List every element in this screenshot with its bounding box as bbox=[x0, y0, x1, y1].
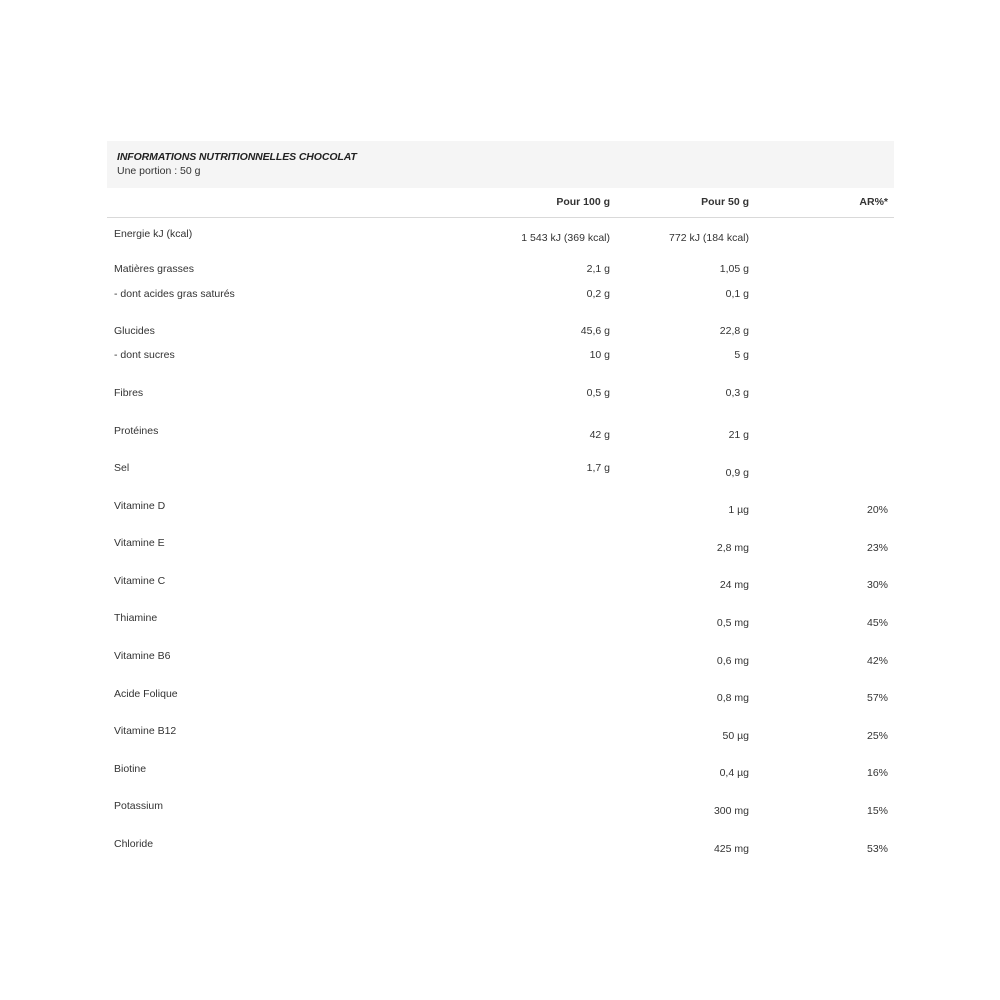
nutrient-name: Energie kJ (kcal) bbox=[114, 228, 193, 240]
reference-intake-percent: 53% bbox=[866, 843, 888, 855]
value-per-50g: 0,6 mg bbox=[716, 655, 749, 667]
value-per-100g: 1 543 kJ (369 kcal) bbox=[521, 232, 610, 244]
nutrient-name: Protéines bbox=[114, 425, 159, 437]
reference-intake-percent: 45% bbox=[866, 617, 888, 629]
table-row bbox=[107, 688, 894, 708]
table-row bbox=[107, 228, 894, 248]
value-per-50g: 0,1 g bbox=[725, 288, 749, 300]
nutrient-name: - dont sucres bbox=[114, 349, 175, 361]
table-row bbox=[107, 288, 894, 308]
value-per-50g: 0,5 mg bbox=[716, 617, 749, 629]
value-per-50g: 1,05 g bbox=[719, 263, 749, 275]
table-row bbox=[107, 612, 894, 632]
value-per-100g: 0,5 g bbox=[586, 387, 610, 399]
table-row bbox=[107, 537, 894, 557]
table-row bbox=[107, 500, 894, 520]
value-per-100g: 1,7 g bbox=[586, 462, 610, 474]
value-per-50g: 22,8 g bbox=[719, 325, 749, 337]
value-per-50g: 5 g bbox=[734, 349, 749, 361]
nutrient-name: Fibres bbox=[114, 387, 144, 399]
column-header-per-50g: Pour 50 g bbox=[701, 196, 749, 208]
reference-intake-percent: 25% bbox=[866, 730, 888, 742]
table-row bbox=[107, 263, 894, 283]
reference-intake-percent: 15% bbox=[866, 805, 888, 817]
table-row bbox=[107, 650, 894, 670]
value-per-50g: 1 µg bbox=[728, 504, 749, 516]
portion-size: Une portion : 50 g bbox=[117, 165, 201, 177]
nutrient-name: Glucides bbox=[114, 325, 155, 337]
reference-intake-percent: 16% bbox=[866, 767, 888, 779]
value-per-50g: 772 kJ (184 kcal) bbox=[669, 232, 749, 244]
table-title: INFORMATIONS NUTRITIONNELLES CHOCOLAT bbox=[117, 151, 357, 163]
reference-intake-percent: 20% bbox=[866, 504, 888, 516]
nutrient-name: Biotine bbox=[114, 763, 147, 775]
nutrient-name: - dont acides gras saturés bbox=[114, 288, 235, 300]
nutrient-name: Chloride bbox=[114, 838, 154, 850]
value-per-50g: 21 g bbox=[728, 429, 749, 441]
nutrient-name: Vitamine E bbox=[114, 537, 165, 549]
value-per-50g: 300 mg bbox=[713, 805, 749, 817]
value-per-100g: 45,6 g bbox=[580, 325, 610, 337]
table-header bbox=[107, 141, 894, 188]
value-per-100g: 10 g bbox=[589, 349, 610, 361]
table-row bbox=[107, 387, 894, 407]
column-header-per-100g: Pour 100 g bbox=[556, 196, 610, 208]
value-per-100g: 2,1 g bbox=[586, 263, 610, 275]
table-row bbox=[107, 763, 894, 783]
value-per-50g: 0,3 g bbox=[725, 387, 749, 399]
value-per-100g: 0,2 g bbox=[586, 288, 610, 300]
reference-intake-percent: 42% bbox=[866, 655, 888, 667]
reference-intake-percent: 57% bbox=[866, 692, 888, 704]
nutrient-name: Sel bbox=[114, 462, 130, 474]
table-row bbox=[107, 325, 894, 345]
nutrient-name: Thiamine bbox=[114, 612, 158, 624]
table-row bbox=[107, 425, 894, 445]
value-per-100g: 42 g bbox=[589, 429, 610, 441]
value-per-50g: 24 mg bbox=[719, 579, 749, 591]
nutrient-name: Vitamine D bbox=[114, 500, 166, 512]
table-row bbox=[107, 462, 894, 482]
value-per-50g: 0,4 µg bbox=[719, 767, 749, 779]
column-header-ar: AR%* bbox=[859, 196, 888, 208]
column-headers bbox=[107, 188, 894, 218]
nutrient-name: Vitamine B12 bbox=[114, 725, 177, 737]
table-row bbox=[107, 800, 894, 820]
nutrient-name: Vitamine B6 bbox=[114, 650, 171, 662]
nutrient-name: Matières grasses bbox=[114, 263, 194, 275]
nutrient-name: Acide Folique bbox=[114, 688, 178, 700]
value-per-50g: 50 µg bbox=[722, 730, 749, 742]
reference-intake-percent: 30% bbox=[866, 579, 888, 591]
value-per-50g: 0,9 g bbox=[725, 467, 749, 479]
table-row bbox=[107, 349, 894, 369]
value-per-50g: 2,8 mg bbox=[716, 542, 749, 554]
table-row bbox=[107, 575, 894, 595]
nutrition-table bbox=[107, 141, 894, 855]
table-row bbox=[107, 838, 894, 858]
reference-intake-percent: 23% bbox=[866, 542, 888, 554]
value-per-50g: 0,8 mg bbox=[716, 692, 749, 704]
nutrient-name: Potassium bbox=[114, 800, 164, 812]
nutrient-name: Vitamine C bbox=[114, 575, 166, 587]
value-per-50g: 425 mg bbox=[713, 843, 749, 855]
table-row bbox=[107, 725, 894, 745]
